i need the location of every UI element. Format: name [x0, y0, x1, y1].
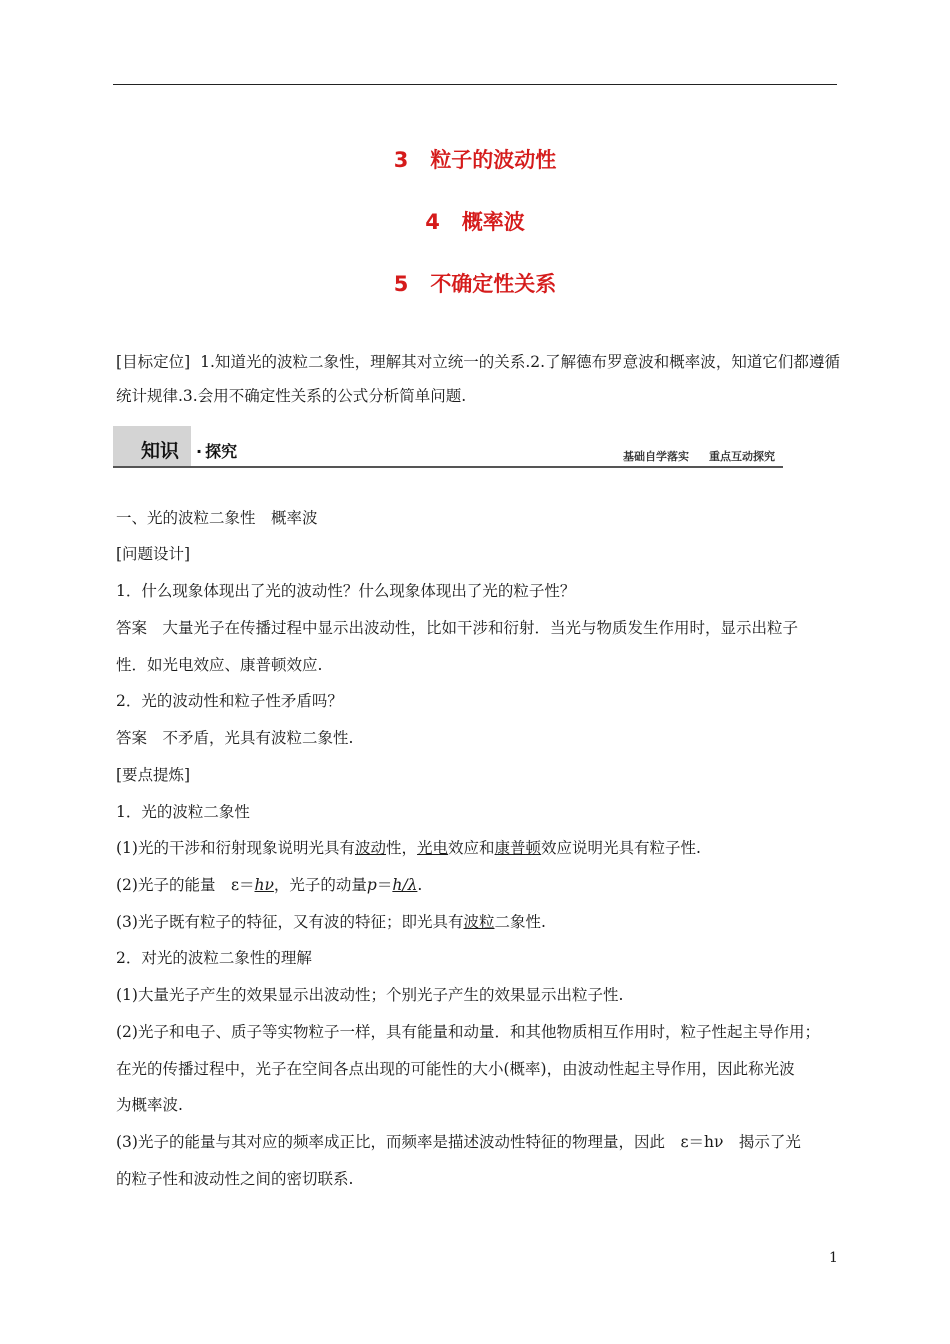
point-2-3-line-1: (3)光子的能量与其对应的频率成正比，而频率是描述波动性特征的物理量，因此 ε＝hν 揭示了光: [116, 1133, 801, 1151]
answer-1-line-1: 答案 大量光子在传播过程中显示出波动性，比如干涉和衍射．当光与物质发生作用时，显示出粒子: [116, 619, 799, 637]
section-heading: 一、光的波粒二象性 概率波: [116, 509, 318, 527]
momentum-symbol: p: [366, 876, 377, 894]
point-2-title: 2．对光的波粒二象性的理解: [116, 949, 312, 967]
banner-title: 知识: [141, 440, 180, 462]
objectives-text: 1.知道光的波粒二象性，理解其对立统一的关系.2.了解德布罗意波和概率波，知道它们都遵循统计规律.3.会用不确定性关系的公式分析简单问题.: [116, 353, 840, 405]
banner-dot: ·: [196, 442, 203, 461]
point-1-1: [116, 836, 840, 858]
text-segment: 二象性.: [494, 913, 546, 931]
text-segment: 效应和: [448, 839, 495, 857]
question-design-label: [问题设计]: [116, 545, 191, 563]
point-1-title: 1．光的波粒二象性: [116, 803, 250, 821]
objectives-label: [目标定位]: [116, 353, 191, 371]
answer-blank: 光电: [417, 839, 449, 857]
point-2-2-line-3: 为概率波.: [116, 1096, 183, 1114]
point-1-2: [116, 873, 840, 895]
title-4: [0, 206, 950, 236]
key-points-label: [要点提炼]: [116, 766, 191, 784]
text-segment: ＝: [376, 876, 393, 894]
text-segment: (2)光子的能量 ε＝: [116, 876, 255, 894]
text-segment: (3)光子既有粒子的特征，又有波的特征；即光具有: [116, 913, 464, 931]
text-segment: 效应说明光具有粒子性.: [541, 839, 701, 857]
title-3: [0, 144, 950, 174]
answer-blank: 波粒: [463, 913, 495, 931]
answer-blank: 康普顿: [494, 839, 542, 857]
question-1: 1．什么现象体现出了光的波动性？什么现象体现出了光的粒子性？: [116, 582, 576, 600]
answer-blank: h/λ: [392, 876, 418, 894]
header-rule: [113, 84, 837, 85]
point-2-2-line-1: (2)光子和电子、质子等实物粒子一样，具有能量和动量．和其他物质相互作用时，粒子性起主导作用；: [116, 1023, 820, 1041]
banner-subtitle-text: 探究: [205, 442, 238, 461]
answer-1-line-2: 性．如光电效应、康普顿效应.: [116, 656, 323, 674]
text-segment: (1)光的干涉和衍射现象说明光具有: [116, 839, 355, 857]
answer-blank: 波动: [354, 839, 386, 857]
title-number: 5: [393, 272, 409, 296]
banner-tag-self-study: 基础自学落实: [623, 450, 689, 463]
title-number: 3: [393, 148, 409, 172]
point-2-2-line-2: 在光的传播过程中，光子在空间各点出现的可能性的大小(概率)，由波动性起主导作用，因此称光波: [116, 1060, 795, 1078]
banner-underline: [113, 466, 783, 468]
title-number: 4: [425, 210, 440, 234]
title-text: 粒子的波动性: [430, 148, 557, 172]
banner-tag-interactive: 重点互动探究: [709, 450, 775, 463]
answer-2: 答案 不矛盾，光具有波粒二象性.: [116, 729, 354, 747]
text-segment: .: [417, 876, 423, 894]
question-2: 2．光的波动性和粒子性矛盾吗？: [116, 692, 343, 710]
point-2-3-line-2: 的粒子性和波动性之间的密切联系.: [116, 1170, 354, 1188]
text-segment: ，光子的动量: [273, 876, 367, 894]
text-segment: 性，: [385, 839, 417, 857]
page-number: 1: [829, 1250, 838, 1266]
point-2-1: (1)大量光子产生的效果显示出波动性；个别光子产生的效果显示出粒子性.: [116, 986, 624, 1004]
title-5: [0, 268, 950, 298]
answer-blank: hν: [254, 876, 274, 894]
banner-subtitle: [196, 439, 237, 462]
banner-tags: [623, 448, 775, 464]
title-text: 不确定性关系: [430, 272, 557, 296]
objectives-paragraph: [116, 345, 840, 413]
section-banner: [113, 426, 783, 468]
point-1-3: [116, 910, 840, 932]
title-text: 概率波: [461, 210, 525, 234]
